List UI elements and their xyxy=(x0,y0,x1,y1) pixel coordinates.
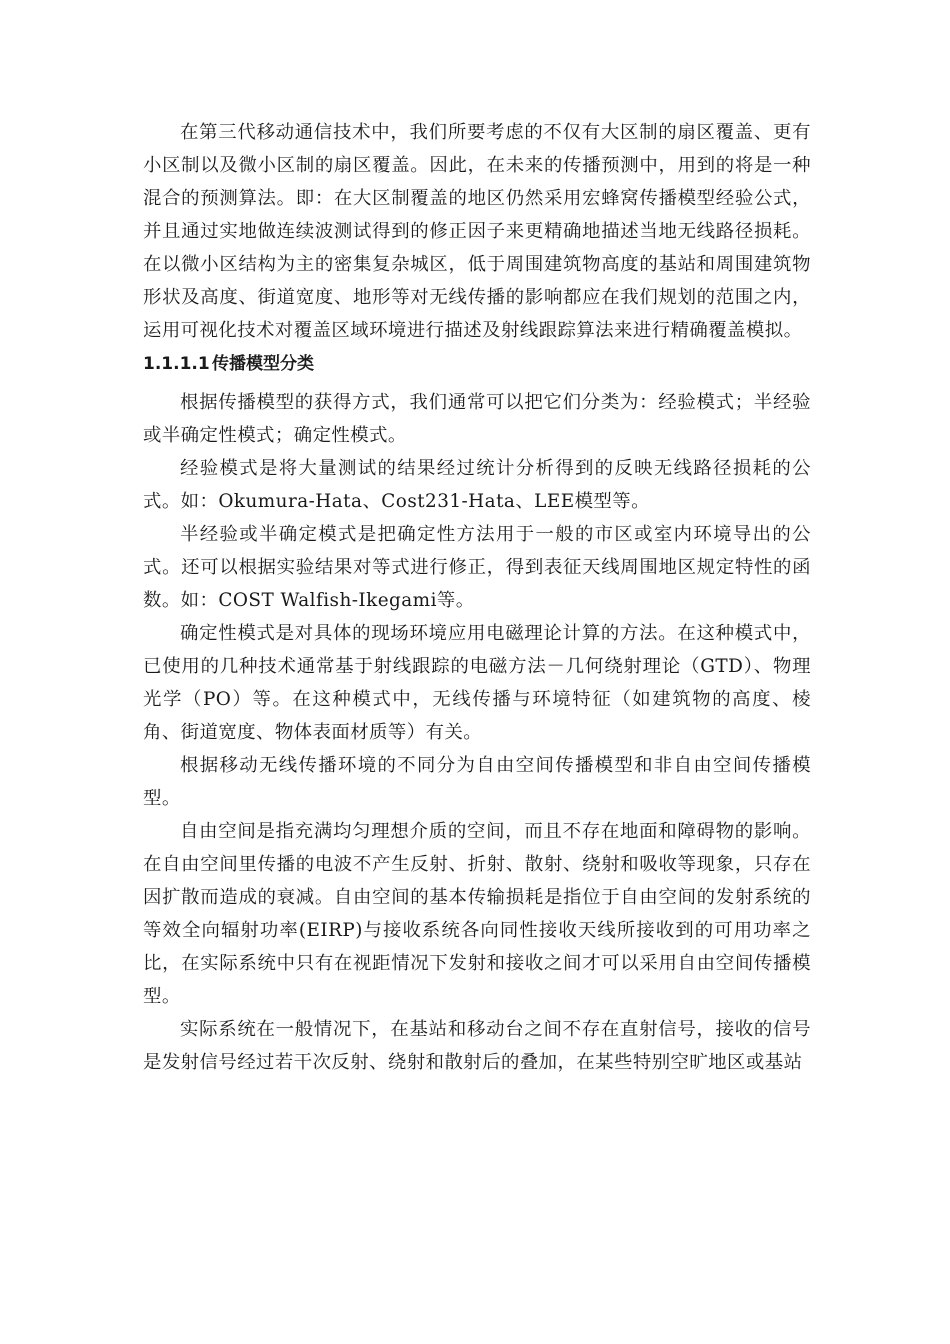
section-number: 1.1.1.1 xyxy=(143,354,210,374)
paragraph-model-categories: 根据传播模型的获得方式，我们通常可以把它们分类为：经验模式；半经验或半确定性模式；确定性模式。 xyxy=(143,392,811,446)
section-title: 传播模型分类 xyxy=(212,354,314,374)
paragraph-semi-empirical-model: 半经验或半确定模式是把确定性方法用于一般的市区或室内环境导出的公式。还可以根据实验结果对等式进行修正，得到表征天线周围地区规定特性的函数。如：COST Walfish-Ikegami等。 xyxy=(143,524,811,611)
paragraph-real-system: 实际系统在一般情况下，在基站和移动台之间不存在直射信号，接收的信号是发射信号经过若干次反射、绕射和散射后的叠加，在某些特别空旷地区或基站 xyxy=(143,1019,811,1073)
paragraph-deterministic-model: 确定性模式是对具体的现场环境应用电磁理论计算的方法。在这种模式中，已使用的几种技术通常基于射线跟踪的电磁方法－几何绕射理论（GTD）、物理光学（PO）等。在这种模式中，无线传播与环境特征（如建筑物的高度、棱角、街道宽度、物体表面材质等）有关。 xyxy=(143,623,811,743)
section-heading xyxy=(143,347,811,386)
intro-paragraph: 在第三代移动通信技术中，我们所要考虑的不仅有大区制的扇区覆盖、更有小区制以及微小区制的扇区覆盖。因此，在未来的传播预测中，用到的将是一种混合的预测算法。即：在大区制覆盖的地区仍然采用宏蜂窝传播模型经验公式，并且通过实地做连续波测试得到的修正因子来更精确地描述当地无线路径损耗。在以微小区结构为主的密集复杂城区，低于周围建筑物高度的基站和周围建筑物形状及高度、街道宽度、地形等对无线传播的影响都应在我们规划的范围之内，运用可视化技术对覆盖区域环境进行描述及射线跟踪算法来进行精确覆盖模拟。 xyxy=(143,122,811,341)
paragraph-propagation-environment: 根据移动无线传播环境的不同分为自由空间传播模型和非自由空间传播模型。 xyxy=(143,755,811,809)
paragraph-empirical-model: 经验模式是将大量测试的结果经过统计分析得到的反映无线路径损耗的公式。如：Okumura-Hata、Cost231-Hata、LEE模型等。 xyxy=(143,458,811,512)
document-page xyxy=(143,116,811,1079)
paragraph-free-space: 自由空间是指充满均匀理想介质的空间，而且不存在地面和障碍物的影响。在自由空间里传播的电波不产生反射、折射、散射、绕射和吸收等现象，只存在因扩散而造成的衰减。自由空间的基本传输损耗是指位于自由空间的发射系统的等效全向辐射功率(EIRP)与接收系统各向同性接收天线所接收到的可用功率之比，在实际系统中只有在视距情况下发射和接收之间才可以采用自由空间传播模型。 xyxy=(143,821,811,1007)
